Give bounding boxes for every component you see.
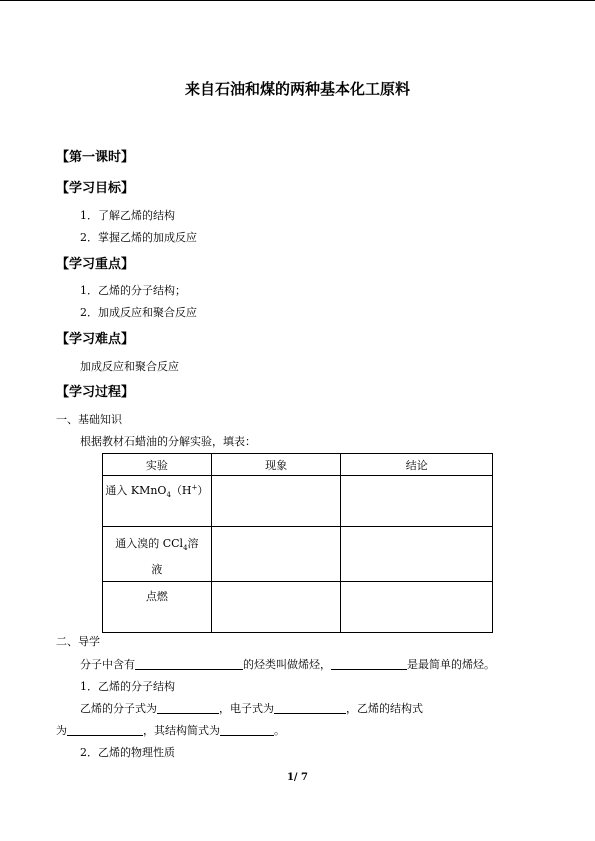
row3-phenomenon-cell xyxy=(211,582,341,633)
header-conclusion: 结论 xyxy=(341,454,493,476)
goal-item-1: 1．了解乙烯的结构 xyxy=(80,209,175,222)
row2-phenomenon-cell xyxy=(211,527,341,582)
header-phenomenon: 现象 xyxy=(211,454,341,476)
row1-conclusion-cell xyxy=(341,476,493,527)
row3-experiment-cell: 点燃 xyxy=(103,582,212,633)
part1-title: 一、基础知识 xyxy=(56,413,122,426)
row1-phenomenon-cell xyxy=(211,476,341,527)
table-row xyxy=(103,476,493,527)
row1-experiment-cell: 通入 KMnO$_4$（H+） xyxy=(103,476,212,527)
blank-simplified-formula[interactable] xyxy=(220,724,274,736)
table-row xyxy=(103,582,493,633)
row3-conclusion-cell xyxy=(341,582,493,633)
goal-item-2: 2．掌握乙烯的加成反应 xyxy=(80,231,197,244)
row2-conclusion-cell xyxy=(341,527,493,582)
part2-title: 二、导学 xyxy=(56,635,100,648)
blank-molecular-formula[interactable] xyxy=(157,702,219,714)
blank-simplest-alkene[interactable] xyxy=(331,658,407,670)
goals-heading: 【学习目标】 xyxy=(56,181,135,196)
page-number: 1/ 7 xyxy=(286,772,309,783)
part2-sub1: 1．乙烯的分子结构 xyxy=(80,680,175,693)
header-experiment: 实验 xyxy=(103,454,212,476)
blank-structural-formula[interactable] xyxy=(67,724,143,736)
section-period-heading: 【第一课时】 xyxy=(56,150,135,165)
blank-double-bond[interactable] xyxy=(135,658,243,670)
table-row xyxy=(103,527,493,582)
ethylene-formula-line: 乙烯的分子式为 ，电子式为 ，乙烯的结构式 xyxy=(80,702,423,715)
experiment-table xyxy=(102,453,493,633)
key-point-item-2: 2．加成反应和聚合反应 xyxy=(80,306,197,319)
key-point-item-1: 1．乙烯的分子结构； xyxy=(80,284,186,297)
row2-experiment-cell: 通入溴的 CCl$_4$溶 液 xyxy=(103,527,212,582)
difficulties-heading: 【学习难点】 xyxy=(56,332,135,347)
blank-electron-formula[interactable] xyxy=(274,702,346,714)
alkene-definition-line: 分子中含有 的烃类叫做烯烃， 是最简单的烯烃。 xyxy=(80,658,495,671)
ethylene-structure-line: 为 ，其结构简式为 。 xyxy=(56,724,285,737)
key-points-heading: 【学习重点】 xyxy=(56,257,135,272)
difficulties-text: 加成反应和聚合反应 xyxy=(80,360,179,373)
page-top-border xyxy=(0,0,595,1)
table-header-row xyxy=(103,454,493,476)
process-heading: 【学习过程】 xyxy=(56,385,135,400)
page-title: 来自石油和煤的两种基本化工原料 xyxy=(184,80,410,98)
part1-intro: 根据教材石蜡油的分解实验，填表： xyxy=(80,435,256,448)
part2-sub2: 2．乙烯的物理性质 xyxy=(80,746,175,759)
